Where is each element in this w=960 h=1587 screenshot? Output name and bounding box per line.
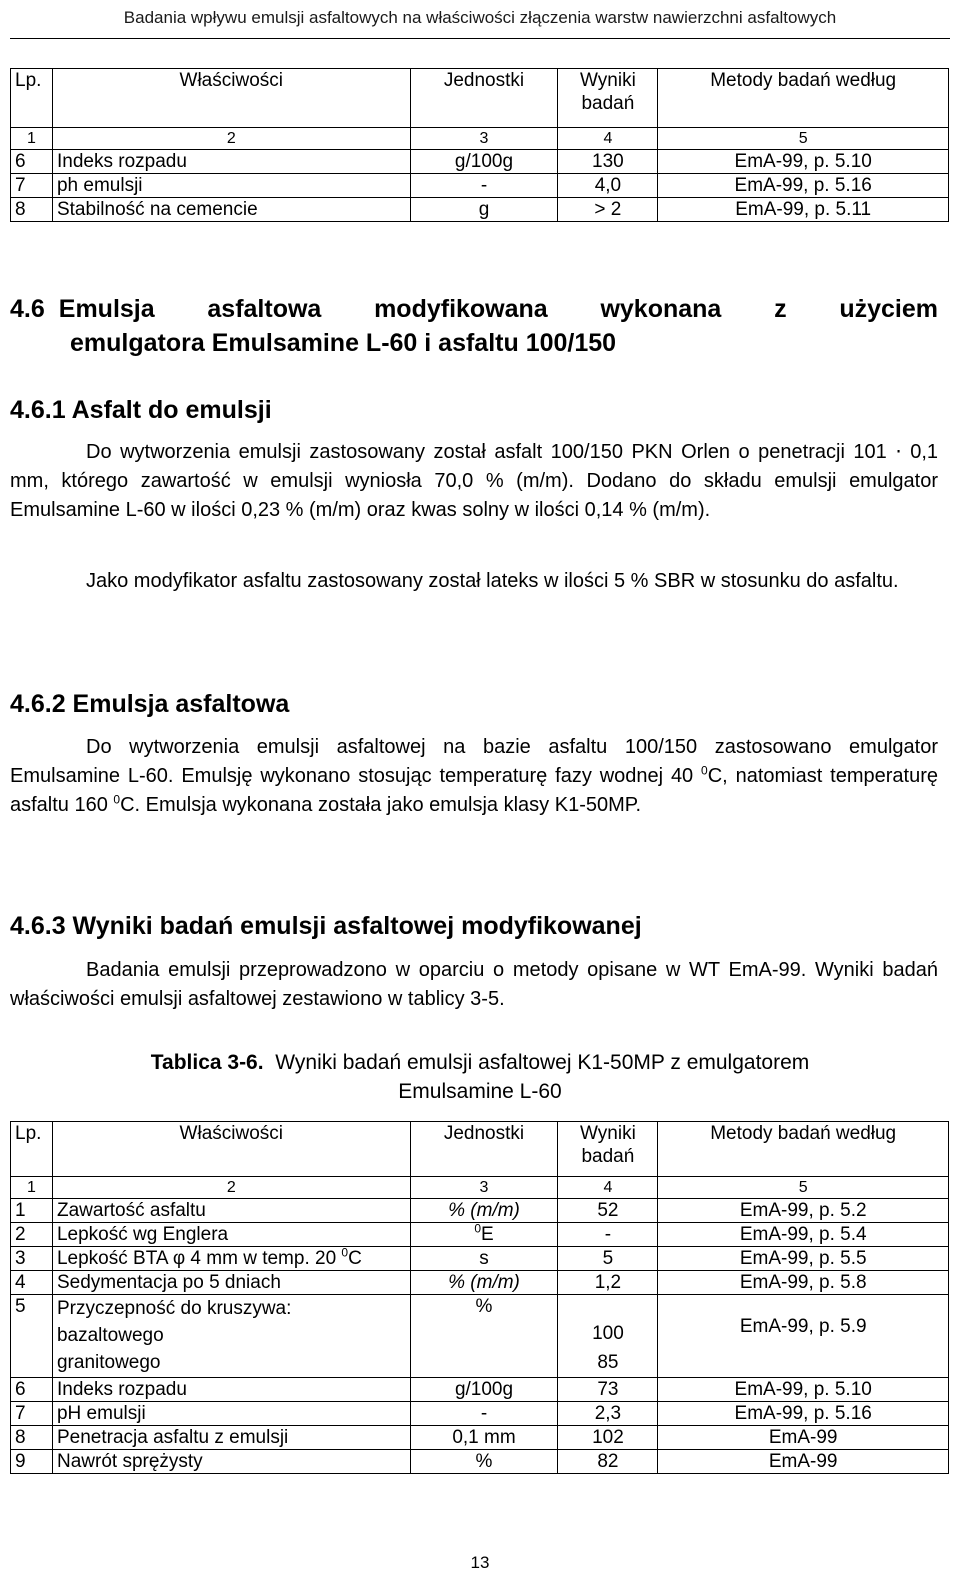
colnum: 3 xyxy=(410,1177,558,1199)
property-line: granitowego xyxy=(56,1352,161,1373)
caption-label: Tablica 3-6. xyxy=(150,1051,264,1074)
col-units: Jednostki xyxy=(410,69,558,128)
text-run: C. Emulsja wykonana została jako emulsja klasy K1-50MP. xyxy=(120,794,642,816)
cell-property: Stabilność na cemencie xyxy=(52,198,410,222)
column-number-row xyxy=(11,1177,949,1199)
table-row xyxy=(11,174,949,198)
table-row xyxy=(11,1426,949,1450)
cell-result: 4,0 xyxy=(558,174,658,198)
table-header-row xyxy=(11,69,949,128)
colnum: 4 xyxy=(558,1177,658,1199)
cell-lp: 6 xyxy=(11,150,53,174)
cell-lp: 7 xyxy=(11,174,53,198)
table-row xyxy=(11,1223,949,1247)
cell-unit xyxy=(410,1271,558,1295)
column-number-row xyxy=(11,128,949,150)
cell-unit xyxy=(410,1199,558,1223)
cell-lp: 8 xyxy=(11,1426,53,1450)
cell-result: 52 xyxy=(558,1199,658,1223)
cell-property: Zawartość asfaltu xyxy=(52,1199,410,1223)
cell-result xyxy=(558,1295,658,1378)
cell-lp: 6 xyxy=(11,1378,53,1402)
cell-unit: - xyxy=(410,174,558,198)
cell-result: 1,2 xyxy=(558,1271,658,1295)
colnum: 5 xyxy=(658,128,949,150)
colnum: 2 xyxy=(52,1177,410,1199)
table-row xyxy=(11,1199,949,1223)
table-row xyxy=(11,1247,949,1271)
table-row xyxy=(11,1378,949,1402)
cell-unit: - xyxy=(410,1402,558,1426)
cell-result: 82 xyxy=(558,1450,658,1474)
cell-result: 102 xyxy=(558,1426,658,1450)
property-line: bazaltowego xyxy=(56,1325,164,1346)
cell-property xyxy=(52,1247,410,1271)
cell-property: Lepkość wg Englera xyxy=(52,1223,410,1247)
text-run: C, natomiast temperaturę asfaltu 160 xyxy=(10,765,938,816)
cell-result: 5 xyxy=(558,1247,658,1271)
cell-method: EmA-99, p. 5.8 xyxy=(658,1271,949,1295)
subsection-heading-4-6-1: 4.6.1 Asfalt do emulsji xyxy=(10,396,272,424)
results-table xyxy=(10,1121,949,1474)
paragraph: Do wytworzenia emulsji zastosowany został asfalt 100/150 PKN Orlen o penetracji 101 ⋅ 0,1 mm, którego zawartość w emulsji wyniosła 70,0 % (m/m). Dodano do składu emulsji emulgator Emulsamine L-60 w ilości 0,23 % (m/m) oraz kwas solny w ilości 0,14 % (m/m). xyxy=(10,441,938,521)
colnum: 2 xyxy=(52,128,410,150)
cell-unit: g/100g xyxy=(410,150,558,174)
cell-unit: s xyxy=(410,1247,558,1271)
col-methods: Metody badań według xyxy=(658,1122,949,1177)
header-divider xyxy=(10,38,950,39)
degree-superscript: 0 xyxy=(474,1221,481,1236)
degree-superscript: 0 xyxy=(701,763,708,778)
cell-method: EmA-99, p. 5.16 xyxy=(658,1402,949,1426)
table-row xyxy=(11,1295,949,1378)
cell-method: EmA-99, p. 5.10 xyxy=(658,150,949,174)
col-units: Jednostki xyxy=(410,1122,558,1177)
cell-unit: g xyxy=(410,198,558,222)
section-title-line2: emulgatora Emulsamine L-60 i asfaltu 100/150 xyxy=(70,329,617,357)
cell-property xyxy=(52,1295,410,1378)
table-row xyxy=(11,1450,949,1474)
cell-method: EmA-99 xyxy=(658,1426,949,1450)
degree-superscript: 0 xyxy=(341,1245,349,1260)
cell-method: EmA-99, p. 5.16 xyxy=(658,174,949,198)
cell-result: 73 xyxy=(558,1378,658,1402)
cell-result: 130 xyxy=(558,150,658,174)
caption-text: Wyniki badań emulsji asfaltowej K1-50MP z emulgatorem xyxy=(275,1051,810,1074)
colnum: 5 xyxy=(658,1177,949,1199)
cell-method: EmA-99, p. 5.2 xyxy=(658,1199,949,1223)
table-caption xyxy=(10,1048,950,1106)
col-results: Wyniki badań xyxy=(558,69,658,128)
cell-lp: 2 xyxy=(11,1223,53,1247)
cell-unit: g/100g xyxy=(410,1378,558,1402)
col-results: Wyniki badań xyxy=(558,1122,658,1177)
section-number: 4.6 xyxy=(10,295,45,323)
unit-text: % (m/m) xyxy=(448,1272,520,1293)
cell-property: Sedymentacja po 5 dniach xyxy=(52,1271,410,1295)
table-row xyxy=(11,1271,949,1295)
cell-unit: 0,1 mm xyxy=(410,1426,558,1450)
unit-text: E xyxy=(481,1224,494,1245)
col-properties: Właściwości xyxy=(52,1122,410,1177)
cell-method: EmA-99, p. 5.5 xyxy=(658,1247,949,1271)
table-row xyxy=(11,150,949,174)
colnum: 3 xyxy=(410,128,558,150)
table-row xyxy=(11,1402,949,1426)
unit-text: % (m/m) xyxy=(448,1200,520,1221)
page-number: 13 xyxy=(470,1553,490,1572)
colnum: 4 xyxy=(558,128,658,150)
degree-superscript: 0 xyxy=(113,792,121,807)
section-heading-4-6 xyxy=(10,292,938,360)
cell-lp: 9 xyxy=(11,1450,53,1474)
caption-text-line2: Emulsamine L-60 xyxy=(398,1080,562,1103)
properties-table-top xyxy=(10,68,949,222)
property-line: Przyczepność do kruszywa: xyxy=(56,1298,292,1319)
table-row xyxy=(11,198,949,222)
text-run: Lepkość BTA xyxy=(56,1248,173,1269)
cell-lp: 1 xyxy=(11,1199,53,1223)
col-methods: Metody badań według xyxy=(658,69,949,128)
col-lp: Lp. xyxy=(11,1122,53,1177)
cell-method: EmA-99, p. 5.4 xyxy=(658,1223,949,1247)
cell-unit xyxy=(410,1223,558,1247)
col-properties: Właściwości xyxy=(52,69,410,128)
section-title-line1: Emulsja asfaltowa modyfikowana wykonana z użyciem xyxy=(58,295,938,323)
cell-method: EmA-99, p. 5.10 xyxy=(658,1378,949,1402)
cell-result: > 2 xyxy=(558,198,658,222)
subsection-heading-4-6-3: 4.6.3 Wyniki badań emulsji asfaltowej modyfikowanej xyxy=(10,912,642,940)
colnum: 1 xyxy=(11,128,53,150)
col-lp: Lp. xyxy=(11,69,53,128)
cell-lp: 5 xyxy=(11,1295,53,1378)
cell-result: 2,3 xyxy=(558,1402,658,1426)
result-value: 85 xyxy=(597,1352,619,1373)
paragraph: Badania emulsji przeprowadzono w oparciu o metody opisane w WT EmA-99. Wyniki badań właściwości emulsji asfaltowej zestawiono w tablicy 3-5. xyxy=(10,959,938,1010)
cell-property: Penetracja asfaltu z emulsji xyxy=(52,1426,410,1450)
text-run: Do wytworzenia emulsji asfaltowej na bazie asfaltu 100/150 zastosowano emulgator Emulsamine L-60. Emulsję wykonano stosując temperaturę fazy wodnej 40 xyxy=(10,736,938,787)
cell-method: EmA-99, p. 5.11 xyxy=(658,198,949,222)
cell-result: - xyxy=(558,1223,658,1247)
cell-lp: 7 xyxy=(11,1402,53,1426)
text-run: C xyxy=(348,1248,362,1269)
cell-lp: 3 xyxy=(11,1247,53,1271)
cell-property: Indeks rozpadu xyxy=(52,150,410,174)
cell-property: ph emulsji xyxy=(52,174,410,198)
cell-property: Indeks rozpadu xyxy=(52,1378,410,1402)
table-header-row xyxy=(11,1122,949,1177)
result-value: 100 xyxy=(592,1323,624,1344)
phi-symbol: φ xyxy=(172,1248,186,1269)
cell-unit: % xyxy=(410,1295,558,1378)
running-header: Badania wpływu emulsji asfaltowych na właściwości złączenia warstw nawierzchni asfaltowych xyxy=(123,8,837,27)
colnum: 1 xyxy=(11,1177,53,1199)
text-run: 4 mm w temp. 20 xyxy=(185,1248,342,1269)
cell-lp: 4 xyxy=(11,1271,53,1295)
paragraph xyxy=(10,733,938,820)
cell-lp: 8 xyxy=(11,198,53,222)
cell-property: pH emulsji xyxy=(52,1402,410,1426)
cell-method: EmA-99 xyxy=(658,1450,949,1474)
cell-method: EmA-99, p. 5.9 xyxy=(658,1295,949,1378)
cell-unit: % xyxy=(410,1450,558,1474)
paragraph: Jako modyfikator asfaltu zastosowany został lateks w ilości 5 % SBR w stosunku do asfaltu. xyxy=(86,570,899,592)
cell-property: Nawrót sprężysty xyxy=(52,1450,410,1474)
subsection-heading-4-6-2: 4.6.2 Emulsja asfaltowa xyxy=(10,690,290,718)
